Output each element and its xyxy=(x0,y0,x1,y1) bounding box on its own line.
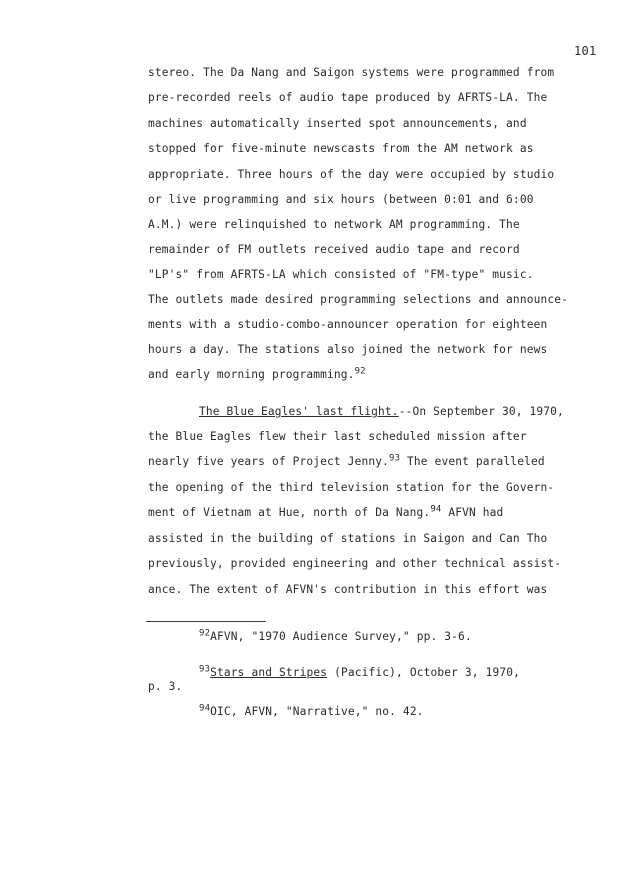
text-line: ance. The extent of AFVN's contribution in this effort was xyxy=(148,583,548,596)
footnote-text: OIC, AFVN, "Narrative," no. 42. xyxy=(210,705,424,718)
text-line xyxy=(148,455,545,468)
text-line xyxy=(148,506,503,519)
footnote-source-title: Stars and Stripes xyxy=(210,666,328,679)
footnote-number: 92 xyxy=(199,628,211,639)
page-number: 101 xyxy=(574,44,597,58)
text-line: previously, provided engineering and other technical assist- xyxy=(148,557,562,570)
footnote-ref: 94 xyxy=(430,504,442,515)
text-line-content: The event paralleled xyxy=(400,455,545,468)
text-line: or live programming and six hours (between 0:01 and 6:00 xyxy=(148,193,534,206)
text-line: "LP's" from AFRTS-LA which consisted of "FM-type" music. xyxy=(148,268,534,281)
text-line-last xyxy=(148,368,366,381)
footnote-ref: 92 xyxy=(354,366,366,377)
section-heading-line xyxy=(199,405,564,418)
text-line-content: nearly five years of Project Jenny. xyxy=(148,455,389,468)
text-line: stopped for five-minute newscasts from the AM network as xyxy=(148,142,534,155)
text-line: ments with a studio-combo-announcer operation for eighteen xyxy=(148,318,548,331)
text-line: remainder of FM outlets received audio tape and record xyxy=(148,243,520,256)
text-line: The outlets made desired programming selections and announce- xyxy=(148,293,569,306)
footnote-divider xyxy=(146,621,266,622)
text-line-content: ment of Vietnam at Hue, north of Da Nang. xyxy=(148,506,431,519)
text-line-content: AFVN had xyxy=(441,506,504,519)
text-line: hours a day. The stations also joined the network for news xyxy=(148,343,548,356)
text-line: assisted in the building of stations in Saigon and Can Tho xyxy=(148,532,548,545)
footnote-number: 93 xyxy=(199,664,211,675)
text-line: stereo. The Da Nang and Saigon systems were programmed from xyxy=(148,66,555,79)
footnote-94 xyxy=(199,705,424,718)
text-line: pre-recorded reels of audio tape produced by AFRTS-LA. The xyxy=(148,91,548,104)
footnote-ref: 93 xyxy=(389,453,401,464)
text-line: the opening of the third television station for the Govern- xyxy=(148,481,555,494)
footnote-93 xyxy=(199,666,520,679)
text-line-content: and early morning programming. xyxy=(148,368,355,381)
section-heading: The Blue Eagles' last flight. xyxy=(199,405,399,418)
footnote-text: (Pacific), October 3, 1970, xyxy=(327,666,520,679)
text-line-content: --On September 30, 1970, xyxy=(398,405,564,418)
footnote-92 xyxy=(199,630,472,643)
footnote-93-continued: p. 3. xyxy=(148,680,183,693)
text-line: A.M.) were relinquished to network AM programming. The xyxy=(148,218,520,231)
footnote-text: AFVN, "1970 Audience Survey," pp. 3-6. xyxy=(210,630,472,643)
text-line: the Blue Eagles flew their last scheduled mission after xyxy=(148,430,527,443)
text-line: appropriate. Three hours of the day were occupied by studio xyxy=(148,168,555,181)
footnote-number: 94 xyxy=(199,703,211,714)
text-line: machines automatically inserted spot announcements, and xyxy=(148,117,527,130)
